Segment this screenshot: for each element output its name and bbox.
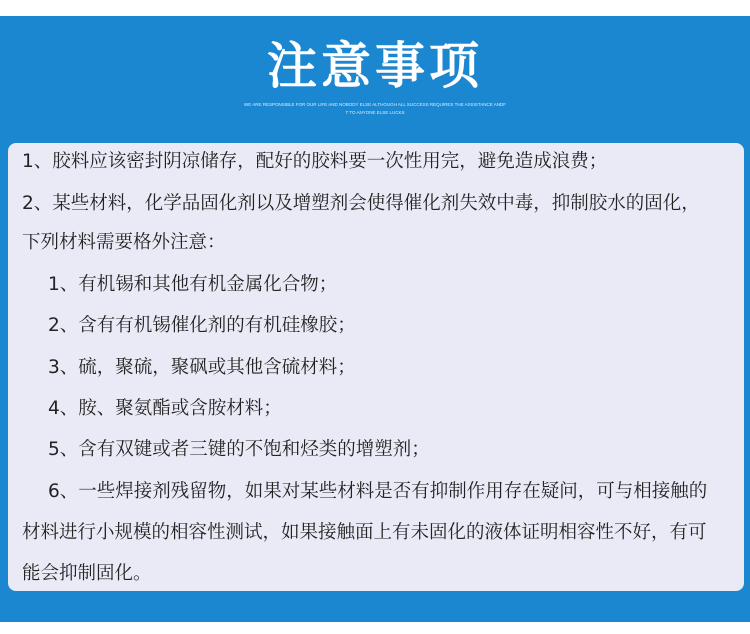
note-item-3: 3、硫，聚硫，聚砜或其他含硫材料；: [48, 357, 356, 378]
page-title: 注意事项: [267, 37, 483, 95]
note-line-1: 1、胶料应该密封阴凉储存，配好的胶料要一次性用完，避免造成浪费；: [22, 151, 608, 172]
notes-card: [8, 143, 744, 591]
note-item-2: 2、含有有机锡催化剂的有机硅橡胶；: [48, 315, 356, 336]
note-item-1: 1、有机锡和其他有机金属化合物；: [48, 274, 338, 295]
page-subtitle: [240, 101, 510, 117]
note-continuation-1: 材料进行小规模的相容性测试，如果接触面上有未固化的液体证明相容性不好，有可: [22, 522, 707, 543]
subtitle-line-2: T TO ANYONE ELSE LUCKS: [345, 110, 405, 115]
note-line-2: 2、某些材料，化学品固化剂以及增塑剂会使得催化剂失效中毒，抑制胶水的固化，: [22, 193, 700, 214]
note-item-6: 6、一些焊接剂残留物，如果对某些材料是否有抑制作用存在疑问，可与相接触的: [48, 481, 708, 502]
note-item-5: 5、含有双键或者三键的不饱和烃类的增塑剂；: [48, 439, 430, 460]
note-item-4: 4、胺、聚氨酯或含胺材料；: [48, 398, 282, 419]
subtitle-line-1: WE ARE RESPONSIBLE FOR OUR LIFE AND NOBODY ELSE ALTHOUGH ALL SUCCESS REQUIRES THE ASSISTANCE ANDF: [243, 102, 507, 107]
note-line-3: 下列材料需要格外注意：: [22, 232, 226, 253]
note-continuation-2: 能会抑制固化。: [22, 563, 152, 584]
